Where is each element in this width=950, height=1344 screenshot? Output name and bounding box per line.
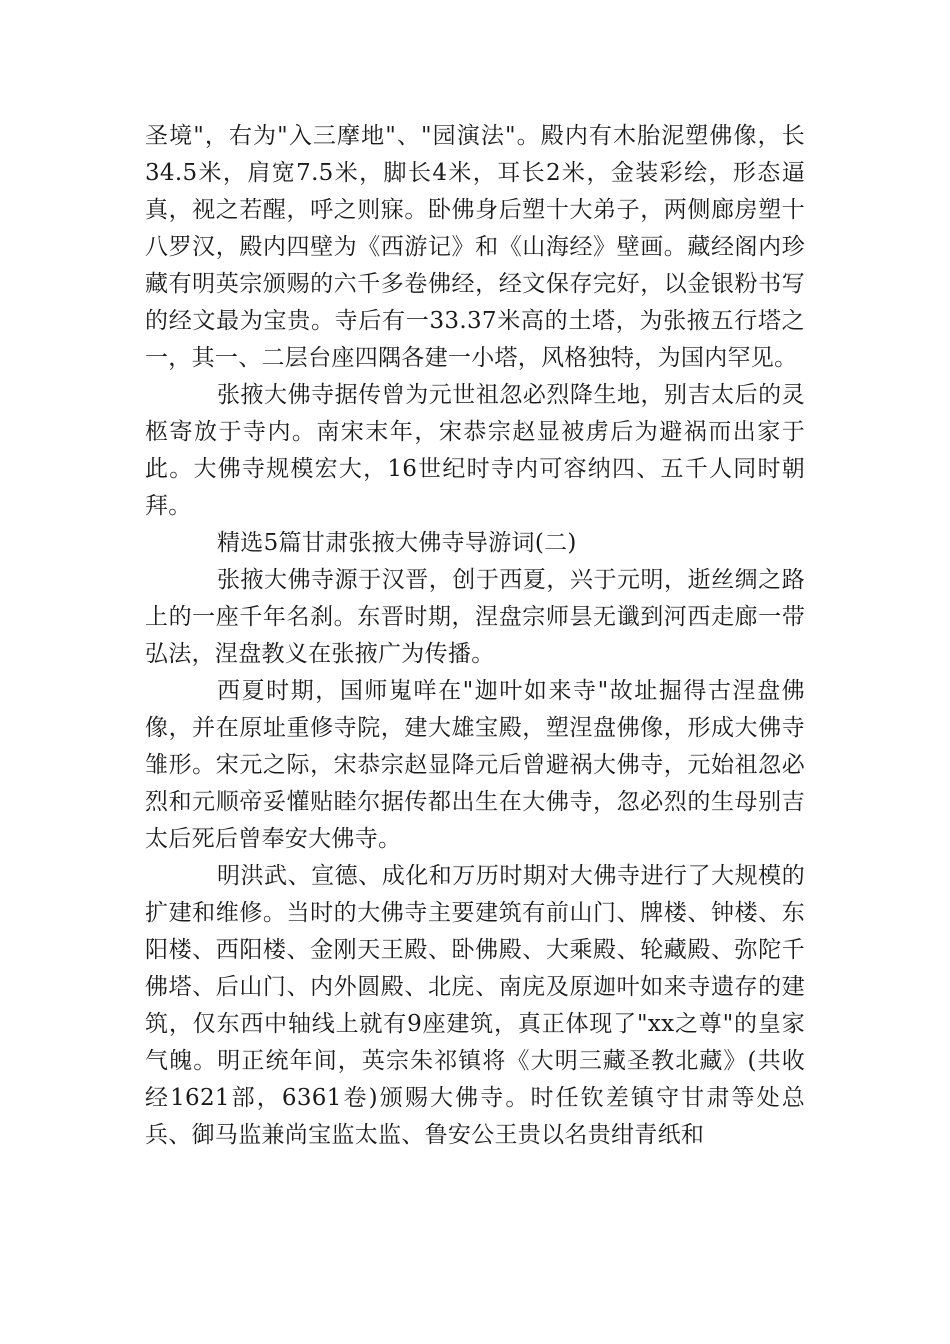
paragraph-continuation: 圣境"，右为"入三摩地"、"园演法"。殿内有木胎泥塑佛像，长34.5米，肩宽7.5米，脚长4米，耳长2米，金装彩绘，形态逼真，视之若醒，呼之则寐。卧佛身后塑十大弟子，两侧廊房塑十八罗汉，殿内四壁为《西游记》和《山海经》壁画。藏经阁内珍藏有明英宗颁赐的六千多卷佛经，经文保存完好，以金银粉书写的经文最为宝贵。寺后有一33.37米高的土塔，为张掖五行塔之一，其一、二层台座四隅各建一小塔，风格独特，为国内罕见。 bbox=[145, 123, 805, 371]
document-body bbox=[145, 118, 805, 1154]
paragraph: 张掖大佛寺据传曾为元世祖忽必烈降生地，别吉太后的灵柩寄放于寺内。南宋末年，宋恭宗赵显被虏后为避祸而出家于此。大佛寺规模宏大，16世纪时寺内可容纳四、五千人同时朝拜。 bbox=[145, 382, 805, 519]
paragraph: 张掖大佛寺源于汉晋，创于西夏，兴于元明，逝丝绸之路上的一座千年名刹。东晋时期，涅盘宗师昙无谶到河西走廊一带弘法，涅盘教义在张掖广为传播。 bbox=[145, 567, 805, 667]
paragraph: 明洪武、宣德、成化和万历时期对大佛寺进行了大规模的扩建和维修。当时的大佛寺主要建筑有前山门、牌楼、钟楼、东阳楼、西阳楼、金刚天王殿、卧佛殿、大乘殿、轮藏殿、弥陀千佛塔、后山门、内外圆殿、北庑、南庑及原迦叶如来寺遗存的建筑，仅东西中轴线上就有9座建筑，真正体现了"xx之尊"的皇家气魄。明正统年间，英宗朱祁镇将《大明三藏圣教北藏》(共收经1621部，6361卷)颁赐大佛寺。时任钦差镇守甘肃等处总兵、御马监兼尚宝监太监、鲁安公王贵以名贵绀青纸和 bbox=[145, 863, 805, 1148]
paragraph: 西夏时期，国师嵬咩在"迦叶如来寺"故址掘得古涅盘佛像，并在原址重修寺院，建大雄宝殿，塑涅盘佛像，形成大佛寺雏形。宋元之际，宋恭宗赵显降元后曾避祸大佛寺，元始祖忽必烈和元顺帝妥懽贴睦尔据传都出生在大佛寺，忽必烈的生母别吉太后死后曾奉安大佛寺。 bbox=[145, 678, 805, 852]
section-heading: 精选5篇甘肃张掖大佛寺导游词(二) bbox=[217, 530, 577, 556]
